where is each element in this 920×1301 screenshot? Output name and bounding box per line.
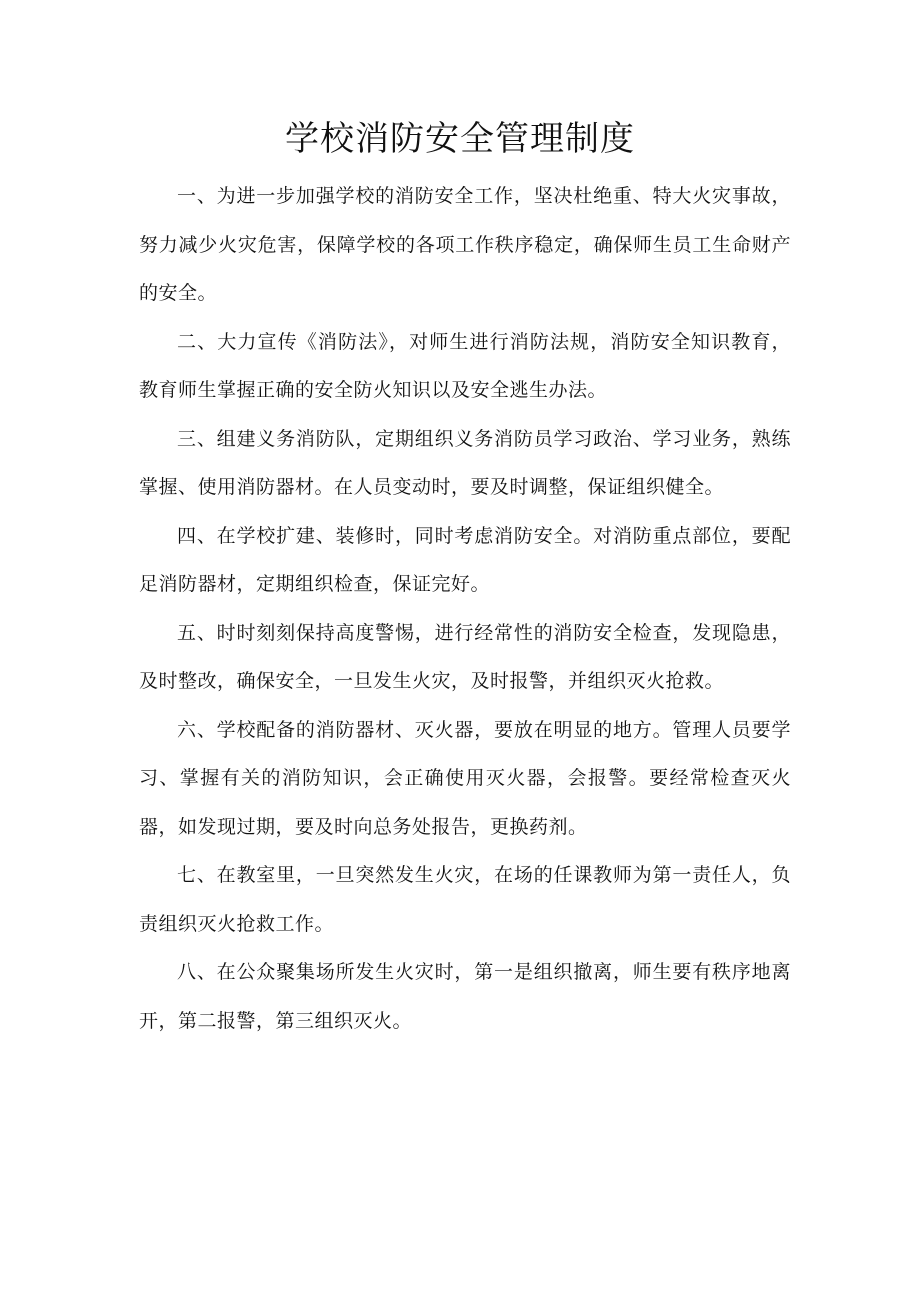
paragraph-1: 一、为进一步加强学校的消防安全工作，坚决杜绝重、特大火灾事故，努力减少火灾危害，保障学校的各项工作秩序稳定，确保师生员工生命财产的安全。	[139, 185, 791, 304]
paragraph-2: 二、大力宣传《消防法》，对师生进行消防法规，消防安全知识教育，教育师生掌握正确的安全防火知识以及安全逃生办法。	[139, 330, 791, 401]
paragraph-6: 六、学校配备的消防器材、灭火器，要放在明显的地方。管理人员要学习、掌握有关的消防知识，会正确使用灭火器，会报警。要经常检查灭火器，如发现过期，要及时向总务处报告，更换药剂。	[139, 718, 791, 838]
paragraph-3: 三、组建义务消防队，定期组织义务消防员学习政治、学习业务，熟练掌握、使用消防器材。在人员变动时，要及时调整，保证组织健全。	[139, 427, 791, 498]
document-title: 学校消防安全管理制度	[285, 119, 635, 159]
paragraph-8: 八、在公众聚集场所发生火灾时，第一是组织撤离，师生要有秩序地离开，第二报警，第三组织灭火。	[139, 961, 791, 1032]
paragraph-5: 五、时时刻刻保持高度警惕，进行经常性的消防安全检查，发现隐患，及时整改，确保安全，一旦发生火灾，及时报警，并组织灭火抢救。	[139, 621, 791, 692]
paragraph-4: 四、在学校扩建、装修时，同时考虑消防安全。对消防重点部位，要配足消防器材，定期组织检查，保证完好。	[139, 524, 791, 595]
document-body	[139, 172, 791, 1045]
paragraph-7: 七、在教室里，一旦突然发生火灾，在场的任课教师为第一责任人，负责组织灭火抢救工作。	[139, 864, 791, 935]
